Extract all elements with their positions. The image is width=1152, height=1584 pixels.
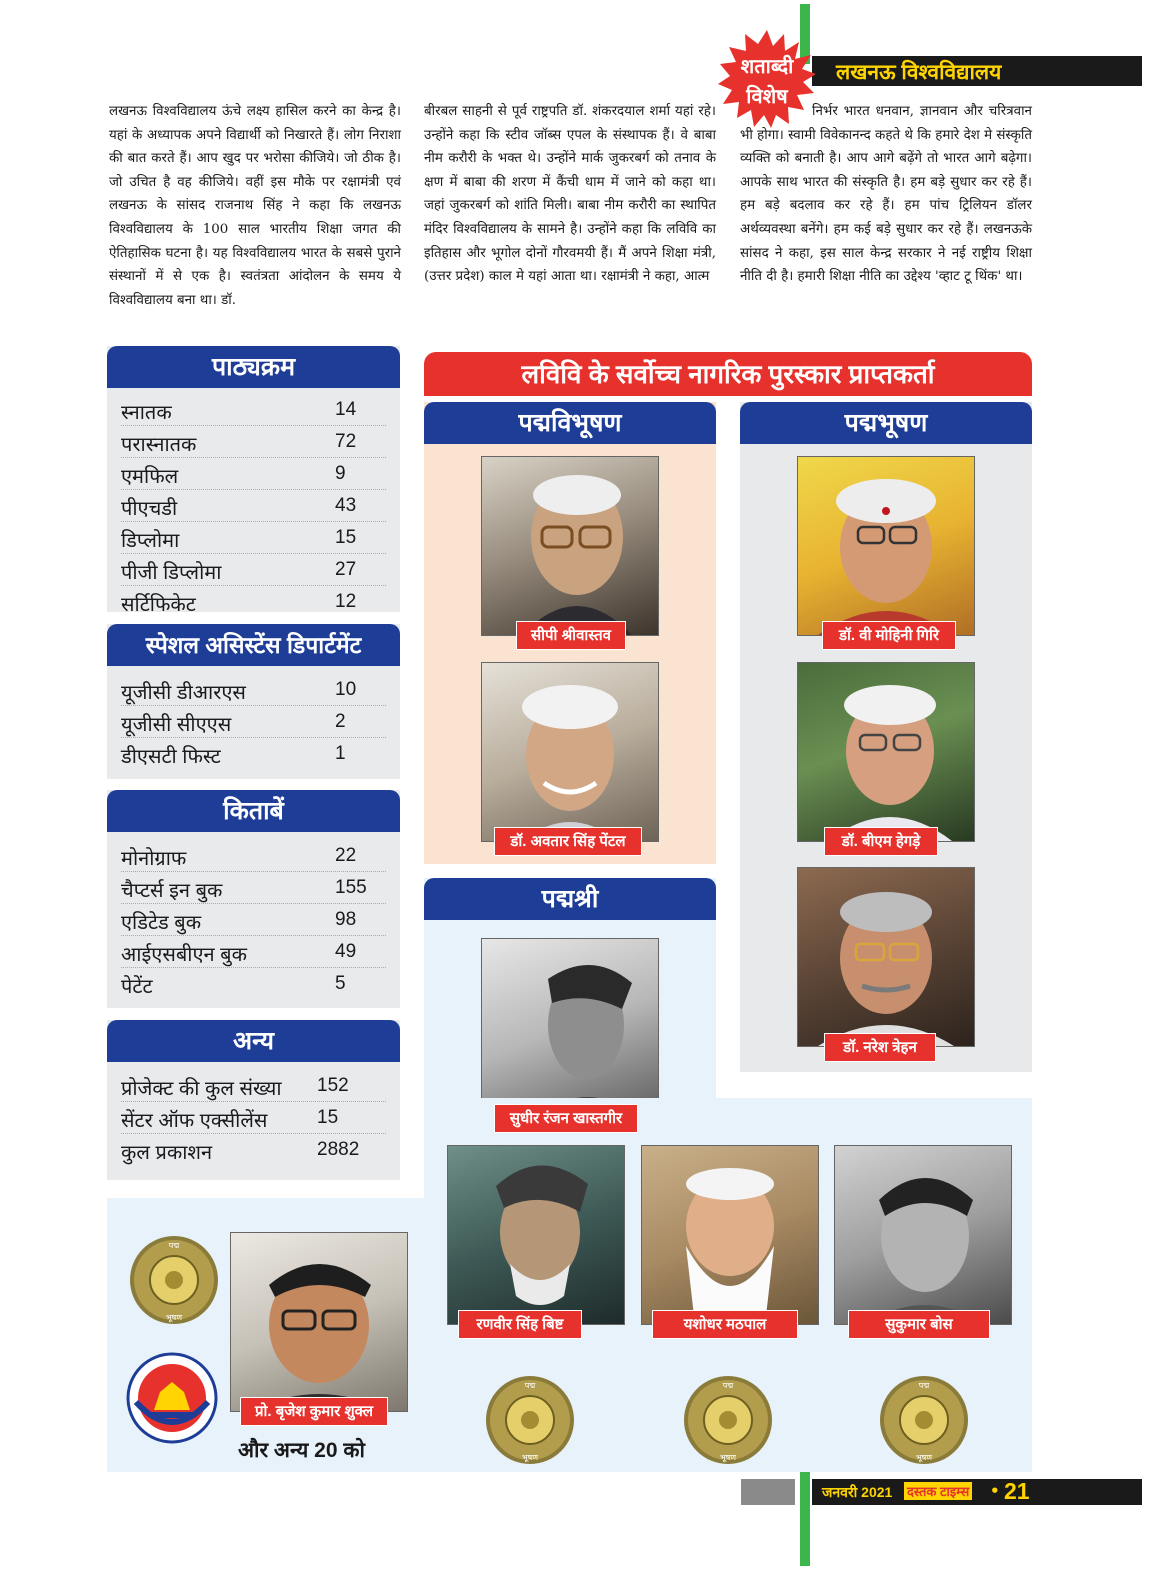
section-header [812, 56, 1142, 86]
caption: सीपी श्रीवास्तव [516, 621, 626, 650]
university-logo-icon [126, 1352, 218, 1444]
table-row: यूजीसी सीएएस 2 [121, 706, 386, 738]
svg-text:भूषण: भूषण [165, 1313, 183, 1322]
books-table [107, 790, 400, 1008]
table-row: प्रोजेक्ट की कुल संख्या 152 [121, 1070, 386, 1102]
padma-shri-title: पद्मश्री [424, 878, 716, 920]
books-title: किताबें [107, 790, 400, 832]
others-note: और अन्य 20 को [238, 1439, 365, 1462]
table-row: एमफिल 9 [121, 458, 386, 490]
page-footer [812, 1479, 1142, 1505]
article-column-1: लखनऊ विश्वविद्यालय ऊंचे लक्ष्य हासिल करने का केन्द्र है। यहां के अध्यापक अपने विद्यार्थी को निखारते हैं। लोग निराशा की बात करते हैं। आप खुद पर भरोसा कीजिये। जो ठीक है। जो उचित है वह कीजिये। वहीं इस मौके पर रक्षामंत्री एवं लखनऊ के सांसद राजनाथ सिंह ने कहा कि लखनऊ विश्वविद्यालय के 100 साल भारतीय शिक्षा जगत की ऐतिहासिक घटना है। यह विश्वविद्यालय भारत के सबसे पुराने संस्थानों में से एक है। स्वतंत्रता आंदोलन के समय ये विश्वविद्यालय बना था। डॉ. [109, 104, 401, 308]
svg-text:भूषण: भूषण [719, 1453, 737, 1462]
courses-title: पाठ्यक्रम [107, 346, 400, 388]
portrait-photo [481, 456, 659, 636]
special-assistance-table [107, 624, 400, 779]
padma-vibhushan-panel [424, 402, 716, 864]
table-row: यूजीसी डीआरएस 10 [121, 674, 386, 706]
table-row: कुल प्रकाशन 2882 [121, 1139, 360, 1164]
padma-bhushan-title: पद्मभूषण [740, 402, 1032, 444]
page-number: 21 [1004, 1478, 1030, 1504]
table-row: पेटेंट 5 [121, 973, 346, 998]
caption: यशोधर मठपाल [652, 1310, 798, 1339]
others-table [107, 1020, 400, 1180]
table-row: डीएसटी फिस्ट 1 [121, 743, 346, 768]
caption: डॉ. अवतार सिंह पेंटल [494, 827, 642, 856]
portrait-photo [797, 456, 975, 636]
padma-medal-icon [876, 1372, 972, 1468]
portrait-photo [481, 662, 659, 842]
svg-text:पद्म: पद्म [524, 1381, 536, 1390]
portrait-photo [447, 1145, 625, 1325]
table-row: सेंटर ऑफ एक्सीलेंस 15 [121, 1102, 386, 1134]
portrait-photo [641, 1145, 819, 1325]
caption: रणवीर सिंह बिष्ट [458, 1310, 582, 1339]
magazine-logo: दस्तक टाइम्स [904, 1482, 972, 1500]
section-title: लखनऊ विश्वविद्यालय [836, 61, 1002, 84]
article-column-3: निर्भर भारत धनवान, ज्ञानवान और चरित्रवान भी होगा। स्वामी विवेकानन्द कहते थे कि हमारे देश मे संस्कृति व्यक्ति को बनाती है। आप आगे बढ़ेंगे तो भारत आगे बढ़ेगा। आपके साथ भारत की संस्कृति है। हम बड़े सुधार कर रहे हैं। हम बड़े बदलाव कर रहे हैं। हम पांच ट्रिलियन डॉलर अर्थव्यवस्था बनेंगे। हम कई बड़े सुधार कर रहे हैं। लखनऊके सांसद ने कहा, इस साल केन्द्र सरकार ने नई राष्ट्रीय शिक्षा नीति दी है। हमारी शिक्षा नीति का उद्देश्य 'व्हाट टू थिंक' था। [740, 104, 1032, 285]
svg-text:पद्म: पद्म [722, 1381, 734, 1390]
portrait-photo [797, 662, 975, 842]
others-title: अन्य [107, 1020, 400, 1062]
table-row: पीजी डिप्लोमा 27 [121, 554, 386, 586]
caption: प्रो. बृजेश कुमार शुक्ल [240, 1397, 388, 1426]
table-row: एडिटेड बुक 98 [121, 904, 386, 936]
badge-line2: विशेष [746, 86, 788, 108]
portrait-photo [797, 867, 975, 1047]
padma-medal-icon [482, 1372, 578, 1468]
caption: डॉ. बीएम हेगड़े [824, 827, 938, 856]
table-row: पीएचडी 43 [121, 490, 386, 522]
courses-table [107, 346, 400, 616]
svg-text:पद्म: पद्म [918, 1381, 930, 1390]
table-row: चैप्टर्स इन बुक 155 [121, 872, 386, 904]
table-row: आईएसबीएन बुक 49 [121, 936, 386, 968]
padma-medal-icon [126, 1232, 222, 1328]
svg-text:भूषण: भूषण [521, 1453, 539, 1462]
caption: सुकुमार बोस [848, 1310, 990, 1339]
footer-grey-block [741, 1479, 795, 1505]
footer-bullet: • [990, 1482, 1000, 1500]
green-divider-bottom [800, 1470, 810, 1566]
table-row: स्नातक 14 [121, 394, 386, 426]
badge-line1: शताब्दी [740, 56, 794, 78]
table-row: डिप्लोमा 15 [121, 522, 386, 554]
padma-bhushan-panel [740, 402, 1032, 1072]
issue-month: जनवरी 2021 [822, 1484, 893, 1500]
table-row: मोनोग्राफ 22 [121, 840, 386, 872]
table-row: सर्टिफिकेट 12 [121, 591, 357, 616]
portrait-photo [230, 1232, 408, 1412]
padma-shri-panel [424, 878, 716, 1098]
padma-medal-icon [680, 1372, 776, 1468]
padma-vibhushan-title: पद्मविभूषण [424, 402, 716, 444]
caption: डॉ. वी मोहिनी गिरि [822, 621, 956, 650]
caption: डॉ. नरेश त्रेहन [824, 1033, 936, 1062]
table-row: परास्नातक 72 [121, 426, 386, 458]
svg-text:भूषण: भूषण [915, 1453, 933, 1462]
awards-banner: लविवि के सर्वोच्च नागरिक पुरस्कार प्राप्तकर्ता [424, 352, 1032, 396]
portrait-photo [481, 938, 659, 1118]
caption: सुधीर रंजन खास्तगीर [494, 1104, 638, 1133]
article-column-2: बीरबल साहनी से पूर्व राष्ट्रपति डॉ. शंकरदयाल शर्मा यहां रहे। उन्होंने कहा कि स्टीव जॉब्स एपल के संस्थापक हैं। वे बाबा नीम करौरी के भक्त थे। उन्होंने मार्क जुकरबर्ग को तनाव के क्षण में बाबा की शरण में कैंची धाम में जाने को कहा था। जहां जुकरबर्ग को शांति मिली। बाबा नीम करौरी का स्थापित मंदिर विश्वविद्यालय के सामने है। उन्होंने कहा कि लविवि का इतिहास और भूगोल दोनों गौरवमयी हैं। मैं अपने शिक्षा मंत्री, (उत्तर प्रदेश) काल मे यहां आता था। रक्षामंत्री ने कहा, आत्म [424, 104, 716, 285]
portrait-photo [834, 1145, 1012, 1325]
svg-text:पद्म: पद्म [168, 1241, 180, 1250]
special-title: स्पेशल असिस्टेंस डिपार्टमेंट [107, 624, 400, 666]
